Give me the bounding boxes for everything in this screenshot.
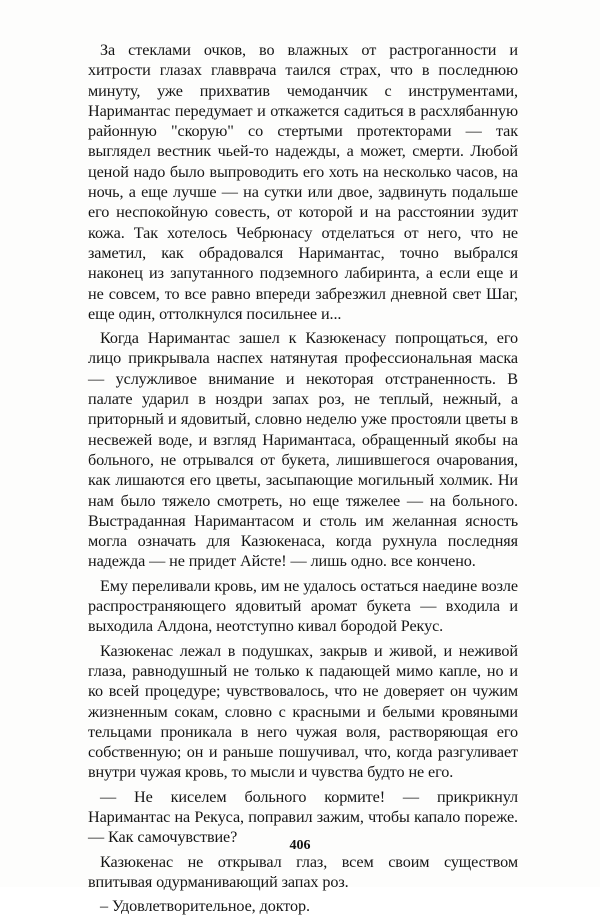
- paragraph: Когда Наримантас зашел к Казюкенасу попрощаться, его лицо прикрывала наспех натянутая профессиональная маска — услужливое внимание и некоторая отстраненность. В палате ударил в ноздри запах роз, не теплый, нежный, а приторный и ядовитый, словно неделю уже простояли цветы в несвежей воде, и взгляд Наримантаса, обращенный якобы на больного, не отрывался от букета, лишившегося очарования, как лишаются его цветы, засыпающие могильный холмик. Ни нам было тяжело смотреть, но еще тяжелее — на больного. Выстраданная Наримантасом и столь им желанная ясность могла означать для Казюкенаса, когда рухнула последняя надежда — не придет Айсте! — лишь одно. все кончено.: [88, 329, 518, 571]
- paragraph: Казюкенас не открывал глаз, всем своим существом впитывая одурманивающий запах роз.: [88, 852, 518, 891]
- paragraph: – Удовлетворительное, доктор.: [100, 897, 310, 916]
- paragraph: За стеклами очков, во влажных от растроганности и хитрости глазах главврача таился страх, что в последнюю минуту, уже прихватив чемоданчик с инструментами, Наримантас передумает и откажется садиться в расхлябанную районную "скорую" со стертыми протекторами — так выглядел вестник чьей-то надежды, а может, смерти. Любой ценой надо было выпроводить его хоть на несколько часов, на ночь, а еще лучше — на сутки или двое, задвинуть подальше его неспокойную совесть, от которой и на расстоянии зудит кожа. Так хотелось Чебрюнасу отделаться от него, что не заметил, как обрадовался Наримантас, точно выбрался наконец из запутанного подземного лабиринта, а если еще и не совсем, то все равно впереди забрезжил дневной свет Шаг, еще один, оттолкнулся посильнее и...: [88, 41, 518, 323]
- paragraph: — Не киселем больного кормите! — прикрикнул Наримантас на Рекуса, поправил зажим, чтобы капало пореже. — Как самочувствие?: [88, 787, 518, 847]
- paragraph: Казюкенас лежал в подушках, закрыв и живой, и неживой глаза, равнодушный не только к падающей мимо капле, но и ко всей процедуре; чувствовалось, что не доверяет он чужим жизненным сокам, словно с красными и белыми кровяными тельцами проникала в него чужая воля, растворяющая его собственную; он и раньше пошучивал, что, когда разгуливает внутри чужая кровь, то мысли и чувства будто не его.: [88, 641, 518, 782]
- paragraph: Ему переливали кровь, им не удалось остаться наедине возле распространяющего ядовитый аромат букета — входила и выходила Алдона, неотступно кивал бородой Рекус.: [88, 576, 518, 636]
- body-text: [88, 40, 518, 916]
- page-number: 406: [289, 838, 311, 853]
